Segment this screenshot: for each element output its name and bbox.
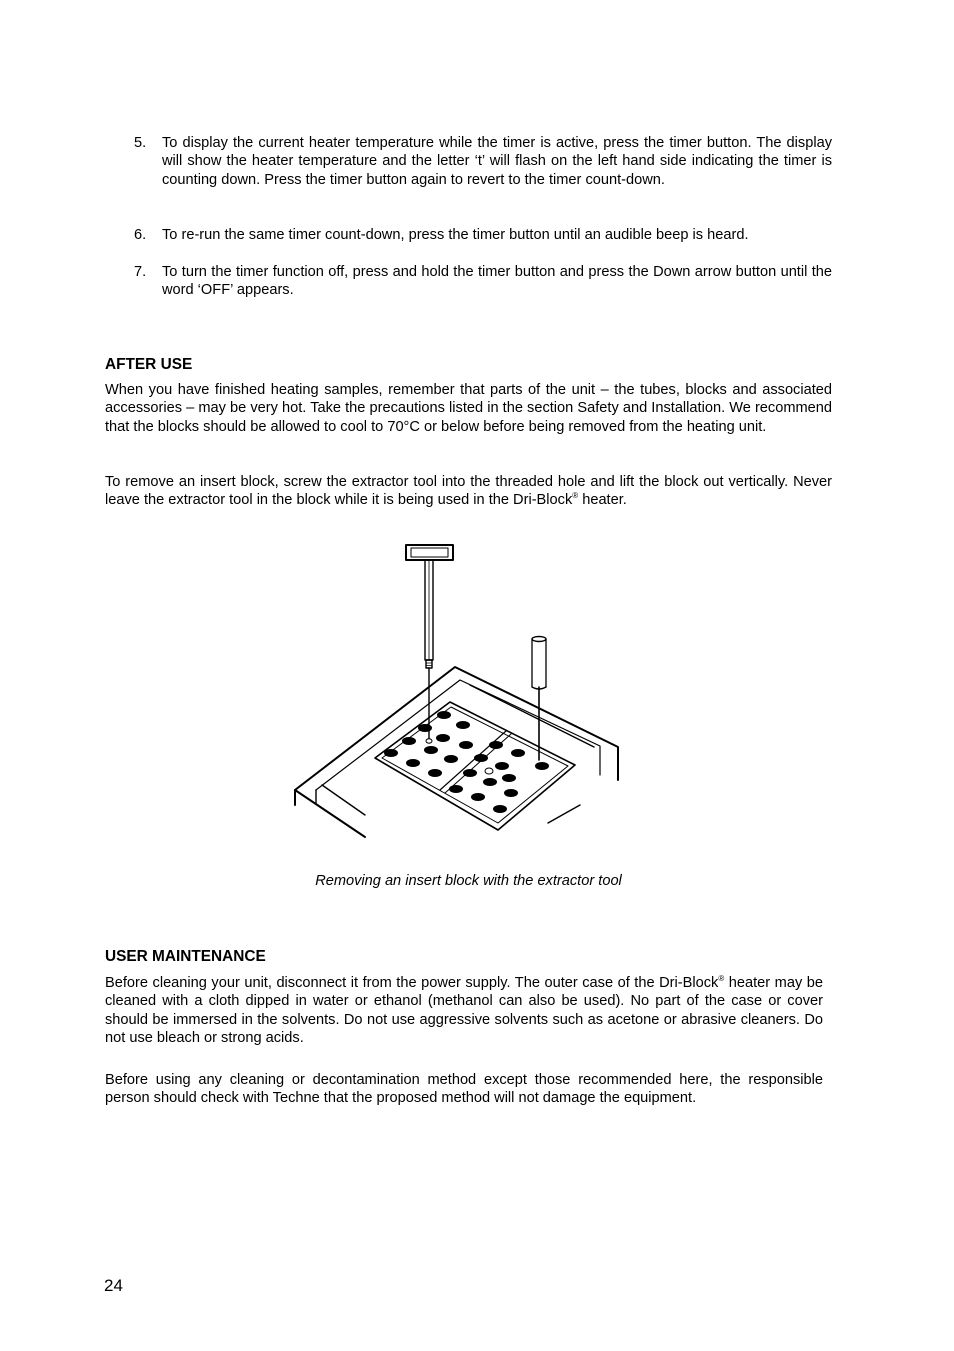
figure-caption: Removing an insert block with the extractor tool	[315, 873, 622, 889]
after-use-paragraph-2-text: To remove an insert block, screw the extractor tool into the threaded hole and lift the block out vertically. Never leave the extractor tool in the block while it is being used in the Dri-Block	[105, 474, 832, 509]
after-use-heading: AFTER USE	[105, 356, 193, 373]
after-use-paragraph-2	[105, 473, 832, 510]
list-text: To turn the timer function off, press and hold the timer button and press the Down arrow button until the word ‘OFF’ appears.	[162, 264, 832, 299]
user-maintenance-paragraph-1-text: Before cleaning your unit, disconnect it from the power supply. The outer case of the Dri-Block	[105, 975, 719, 991]
after-use-paragraph-1: When you have finished heating samples, remember that parts of the unit – the tubes, blocks and associated accessories – may be very hot. Take the precautions listed in the section Safety and Installation. We recommend that the blocks should be allowed to cool to 70°C or below before being removed from the heating unit.	[105, 382, 832, 435]
heater-body	[295, 667, 618, 790]
list-number: 7.	[134, 264, 147, 280]
threaded-hole	[485, 768, 493, 774]
list-number: 6.	[134, 227, 147, 243]
page-number: 24	[104, 1276, 123, 1295]
list-text: To re-run the same timer count-down, press the timer button until an audible beep is heard.	[162, 227, 749, 243]
block-wells	[384, 711, 549, 813]
user-maintenance-heading: USER MAINTENANCE	[105, 948, 266, 965]
registered-mark: ®	[718, 974, 725, 983]
extractor-tool-illustration	[280, 535, 630, 845]
after-use-paragraph-2-tail: heater.	[578, 492, 627, 509]
registered-mark: ®	[572, 491, 579, 501]
user-maintenance-paragraph-1	[105, 974, 823, 1048]
user-maintenance-paragraph-2: Before using any cleaning or decontamination method except those recommended here, the responsible person should check with Techne that the proposed method will not damage the equipment.	[105, 1072, 823, 1107]
sample-tube	[532, 639, 546, 687]
extractor-handle	[406, 545, 453, 560]
list-number: 5.	[134, 135, 147, 151]
list-text: To display the current heater temperature while the timer is active, press the timer button. The display will show the heater temperature and the letter ‘t’ will flash on the left hand side indicating the timer is counting down. Press the timer button again to revert to the timer count-down.	[162, 135, 832, 188]
extractor-handle-inner	[411, 548, 448, 557]
user-maintenance-paragraph-1-tail: heater may be cleaned with a cloth dipped in water or ethanol (methanol can also be used). No part of the case or cover should be immersed in the solvents. Do not use aggressive solvents such as acetone or abrasive cleaners. Do not use bleach or strong acids.	[105, 975, 824, 1047]
